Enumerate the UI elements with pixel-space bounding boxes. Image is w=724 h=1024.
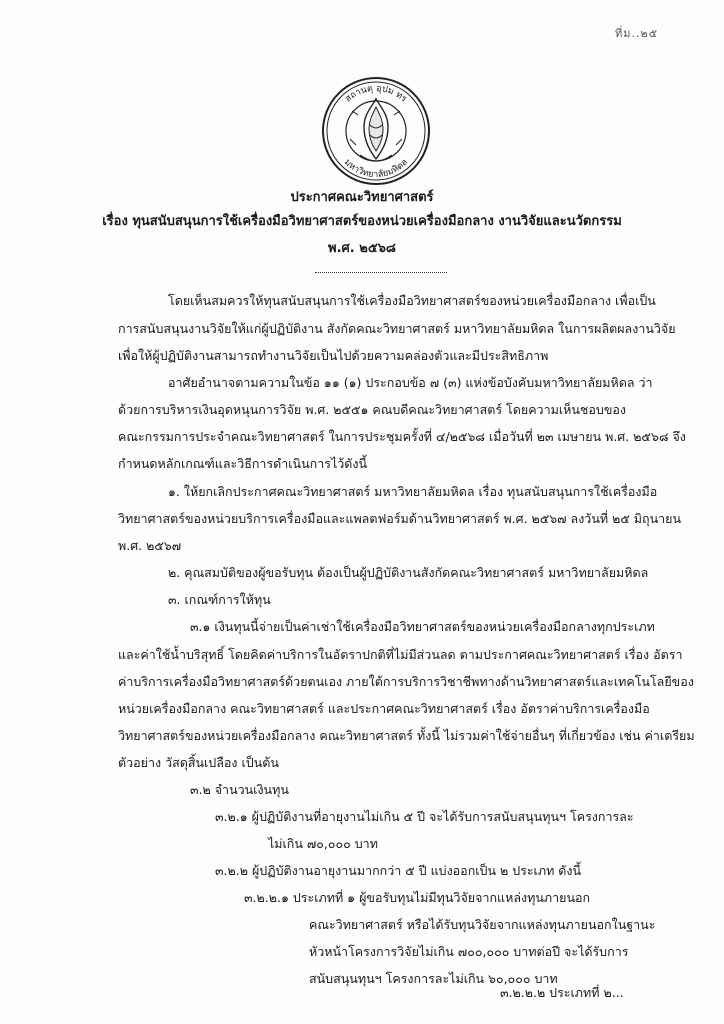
dotted-divider — [315, 272, 447, 273]
clause-3-2-2: ๓.๒.๒ ผู้ปฏิบัติงานอายุงานมากกว่า ๕ ปี แบ่งออกเป็น ๒ ประเภท ดังนี้ — [215, 863, 582, 878]
clause-3-1: ๓.๑ เงินทุนนี้จ่ายเป็นค่าเช่าใช้เครื่องมือวิทยาศาสตร์ของหน่วยเครื่องมือกลางทุกประเภท — [190, 619, 655, 634]
body-line: ค่าบริการเครื่องมือวิทยาศาสตร์ด้วยตนเอง ภายใต้การบริการวิชาชีพทางด้านวิทยาศาสตร์และเทคโนโลยีของ — [118, 674, 694, 689]
body-line: หน่วยเครื่องมือกลาง คณะวิทยาศาสตร์ และประกาศคณะวิทยาศาสตร์ เรื่อง อัตราค่าบริการเครื่องมือ — [118, 701, 650, 716]
clause-3-2: ๓.๒ จำนวนเงินทุน — [190, 782, 289, 797]
body-line: วิทยาศาสตร์ของหน่วยเครื่องมือกลาง คณะวิทยาศาสตร์ ทั้งนี้ ไม่รวมค่าใช้จ่ายอื่นๆ ที่เกี่ยวข้อง เช่น ค่าเตรียม — [118, 728, 695, 743]
body-line: กำหนดหลักเกณฑ์และวิธีการดำเนินการไว้ดังนี้ — [118, 456, 368, 471]
clause-1: ๑. ให้ยกเลิกประกาศคณะวิทยาศาสตร์ มหาวิทยาลัยมหิดล เรื่อง ทุนสนับสนุนการใช้เครื่องมือ — [168, 484, 658, 499]
clause-3-2-1: ๓.๒.๑ ผู้ปฏิบัติงานที่อายุงานไม่เกิน ๕ ปี จะได้รับการสนับสนุนทุนฯ โครงการละ — [215, 809, 634, 824]
announcement-title: ประกาศคณะวิทยาศาสตร์ — [290, 190, 434, 205]
body-line: ตัวอย่าง วัสดุสิ้นเปลือง เป็นต้น — [118, 755, 279, 770]
body-line: และค่าใช้น้ำบริสุทธิ์ โดยคิดค่าบริการในอัตราปกติที่ไม่มีส่วนลด ตามประกาศคณะวิทยาศาสตร์ เรื่อง อัตรา — [118, 647, 683, 662]
body-line: พ.ศ. ๒๕๖๗ — [118, 538, 182, 553]
body-line: การสนับสนุนงานวิจัยให้แก่ผู้ปฏิบัติงาน สังกัดคณะวิทยาศาสตร์ มหาวิทยาลัยมหิดล ในการผลิตผลงานวิจัย — [118, 321, 676, 336]
body-line: อาศัยอำนาจตามความในข้อ ๑๑ (๑) ประกอบข้อ ๗ (๓) แห่งข้อบังคับมหาวิทยาลัยมหิดล ว่า — [168, 375, 653, 390]
clause-3-2-2-1: ๓.๒.๒.๑ ประเภทที่ ๑ ผู้ขอรับทุนไม่มีทุนวิจัยจากแหล่งทุนภายนอก — [244, 890, 591, 905]
seal-top-text: สถานตุ อุปม ทร — [343, 83, 409, 105]
body-line: โดยเห็นสมควรให้ทุนสนับสนุนการใช้เครื่องมือวิทยาศาสตร์ของหน่วยเครื่องมือกลาง เพื่อเป็น — [168, 293, 656, 308]
seal-bottom-text: มหาวิทยาลัยมหิดล — [341, 157, 411, 181]
announcement-year: พ.ศ. ๒๕๖๘ — [328, 241, 396, 256]
body-line: หัวหน้าโครงการวิจัยไม่เกิน ๗๐๐,๐๐๐ บาทต่อปี จะได้รับการ — [309, 944, 629, 959]
body-line: คณะกรรมการประจำคณะวิทยาศาสตร์ ในการประชุมครั้งที่ ๔/๒๕๖๘ เมื่อวันที่ ๒๓ เมษายน พ.ศ. ๒๕๖๘ จึง — [118, 429, 686, 444]
clause-2: ๒. คุณสมบัติของผู้ขอรับทุน ต้องเป็นผู้ปฏิบัติงานสังกัดคณะวิทยาศาสตร์ มหาวิทยาลัยมหิดล — [168, 565, 649, 580]
body-line: เพื่อให้ผู้ปฏิบัติงานสามารถทำงานวิจัยเป็นไปด้วยความคล่องตัวและมีประสิทธิภาพ — [118, 348, 549, 363]
body-line: ไม่เกิน ๗๐,๐๐๐ บาท — [268, 836, 378, 851]
university-seal-icon — [320, 75, 432, 187]
corner-handwritten-note: ที่ม..๒๕ — [615, 27, 659, 40]
continuation-footer: ๓.๒.๒.๒ ประเภทที่ ๒... — [500, 985, 624, 1000]
body-line: ด้วยการบริหารเงินอุดหนุนการวิจัย พ.ศ. ๒๕๕๑ คณบดีคณะวิทยาศาสตร์ โดยความเห็นชอบของ — [118, 402, 626, 417]
body-line: วิทยาศาสตร์ของหน่วยบริการเครื่องมือและแพลตฟอร์มด้านวิทยาศาสตร์ พ.ศ. ๒๕๖๗ ลงวันที่ ๒๕ มิถุนายน — [118, 511, 682, 526]
body-line: สนับสนุนทุนฯ โครงการละไม่เกิน ๖๐,๐๐๐ บาท — [309, 971, 558, 986]
body-line: คณะวิทยาศาสตร์ หรือได้รับทุนวิจัยจากแหล่งทุนภายนอกในฐานะ — [309, 917, 656, 932]
announcement-subject: เรื่อง ทุนสนับสนุนการใช้เครื่องมือวิทยาศาสตร์ของหน่วยเครื่องมือกลาง งานวิจัยและนวัตกรรม — [102, 214, 622, 229]
clause-3: ๓. เกณฑ์การให้ทุน — [168, 592, 271, 607]
